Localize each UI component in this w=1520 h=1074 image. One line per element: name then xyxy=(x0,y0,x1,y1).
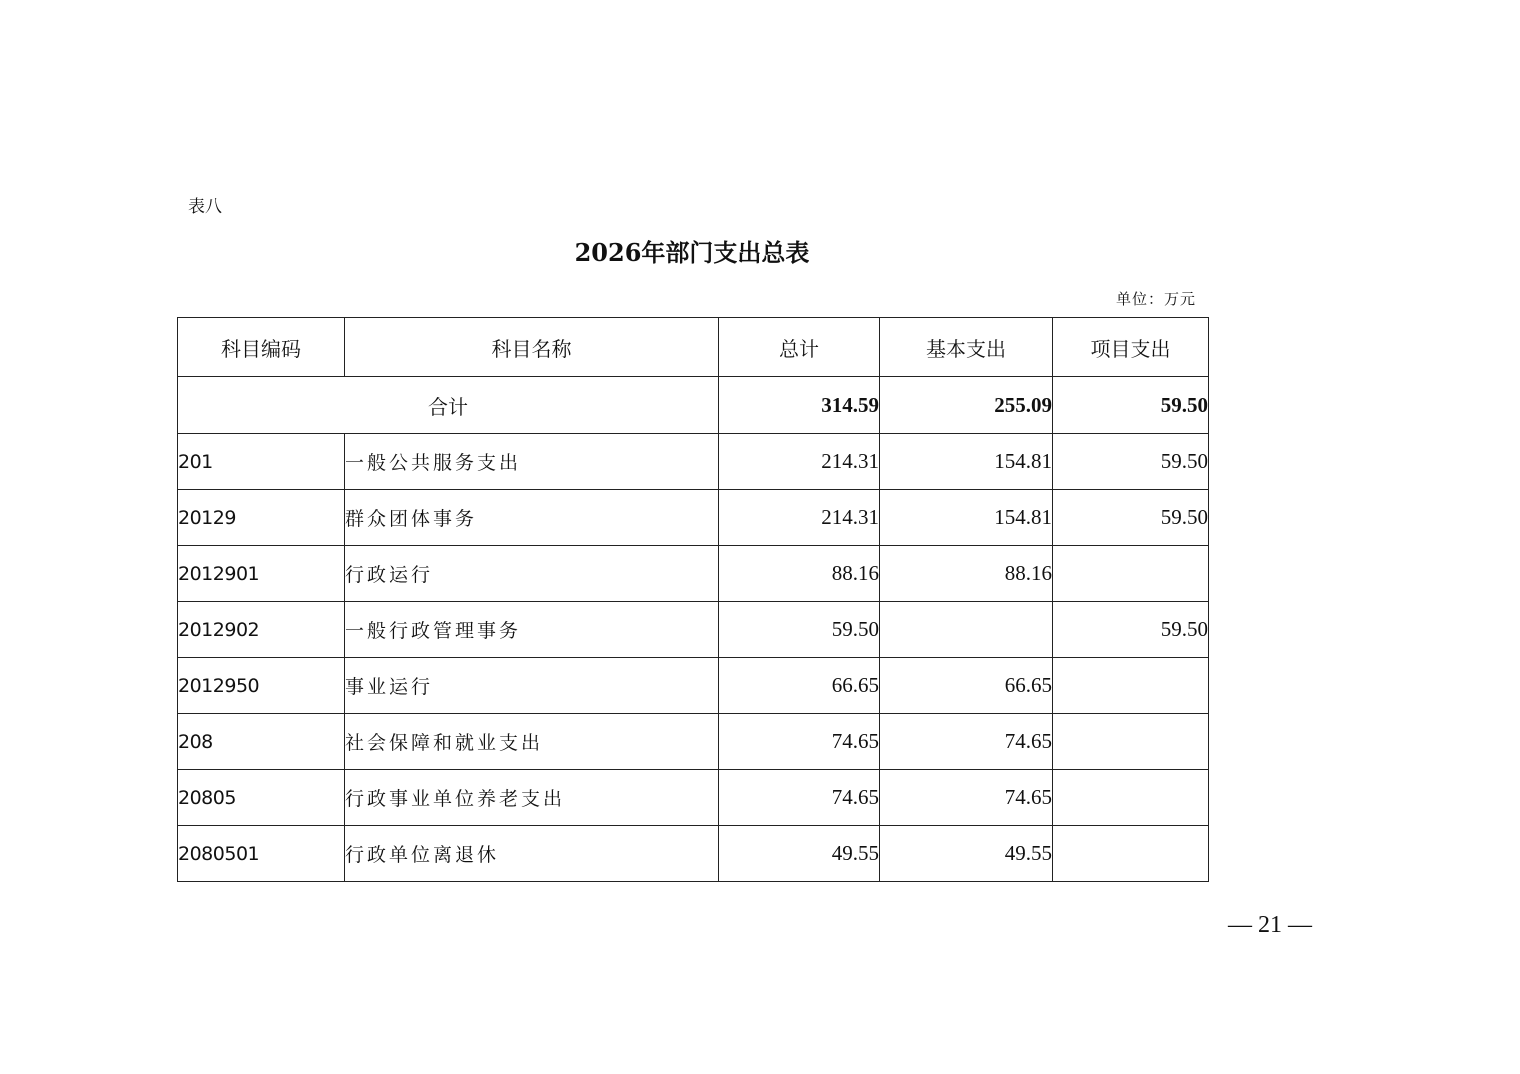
total-project: 59.50 xyxy=(1053,377,1209,434)
row-total: 49.55 xyxy=(719,826,880,882)
row-total: 66.65 xyxy=(719,658,880,714)
row-project xyxy=(1053,714,1209,770)
header-project: 项目支出 xyxy=(1053,318,1209,377)
row-total: 214.31 xyxy=(719,490,880,546)
total-basic: 255.09 xyxy=(880,377,1053,434)
row-name: 行政运行 xyxy=(345,546,719,602)
table-row xyxy=(178,546,1209,602)
total-label: 合计 xyxy=(178,377,719,434)
row-project xyxy=(1053,826,1209,882)
header-total: 总计 xyxy=(719,318,880,377)
row-name: 社会保障和就业支出 xyxy=(345,714,719,770)
row-basic: 66.65 xyxy=(880,658,1053,714)
row-total: 59.50 xyxy=(719,602,880,658)
row-basic: 154.81 xyxy=(880,490,1053,546)
row-basic: 74.65 xyxy=(880,770,1053,826)
row-total: 74.65 xyxy=(719,714,880,770)
row-basic xyxy=(880,602,1053,658)
row-name: 行政单位离退休 xyxy=(345,826,719,882)
table-label: 表八 xyxy=(188,197,222,217)
header-code: 科目编码 xyxy=(178,318,345,377)
row-code: 2080501 xyxy=(178,826,345,882)
row-name: 行政事业单位养老支出 xyxy=(345,770,719,826)
row-basic: 74.65 xyxy=(880,714,1053,770)
row-name: 一般行政管理事务 xyxy=(345,602,719,658)
table-row xyxy=(178,434,1209,490)
row-code: 20805 xyxy=(178,770,345,826)
table-row xyxy=(178,770,1209,826)
row-name: 事业运行 xyxy=(345,658,719,714)
row-code: 208 xyxy=(178,714,345,770)
row-code: 201 xyxy=(178,434,345,490)
row-project: 59.50 xyxy=(1053,434,1209,490)
total-row xyxy=(178,377,1209,434)
row-project: 59.50 xyxy=(1053,490,1209,546)
row-project: 59.50 xyxy=(1053,602,1209,658)
row-total: 214.31 xyxy=(719,434,880,490)
expenditure-table xyxy=(177,317,1209,882)
row-total: 74.65 xyxy=(719,770,880,826)
document-title: 2026年部门支出总表 xyxy=(574,238,810,267)
total-sum: 314.59 xyxy=(719,377,880,434)
row-basic: 49.55 xyxy=(880,826,1053,882)
table-header-row xyxy=(178,318,1209,377)
row-basic: 88.16 xyxy=(880,546,1053,602)
row-project xyxy=(1053,658,1209,714)
table-row xyxy=(178,714,1209,770)
row-code: 2012950 xyxy=(178,658,345,714)
row-project xyxy=(1053,546,1209,602)
row-code: 2012902 xyxy=(178,602,345,658)
row-code: 2012901 xyxy=(178,546,345,602)
row-basic: 154.81 xyxy=(880,434,1053,490)
row-code: 20129 xyxy=(178,490,345,546)
header-name: 科目名称 xyxy=(345,318,719,377)
table-row xyxy=(178,490,1209,546)
table-row xyxy=(178,826,1209,882)
row-project xyxy=(1053,770,1209,826)
table-row xyxy=(178,602,1209,658)
table-row xyxy=(178,658,1209,714)
page-number: — 21 — xyxy=(1228,912,1312,938)
row-name: 一般公共服务支出 xyxy=(345,434,719,490)
header-basic: 基本支出 xyxy=(880,318,1053,377)
row-total: 88.16 xyxy=(719,546,880,602)
unit-note: 单位：万元 xyxy=(1115,290,1196,308)
row-name: 群众团体事务 xyxy=(345,490,719,546)
